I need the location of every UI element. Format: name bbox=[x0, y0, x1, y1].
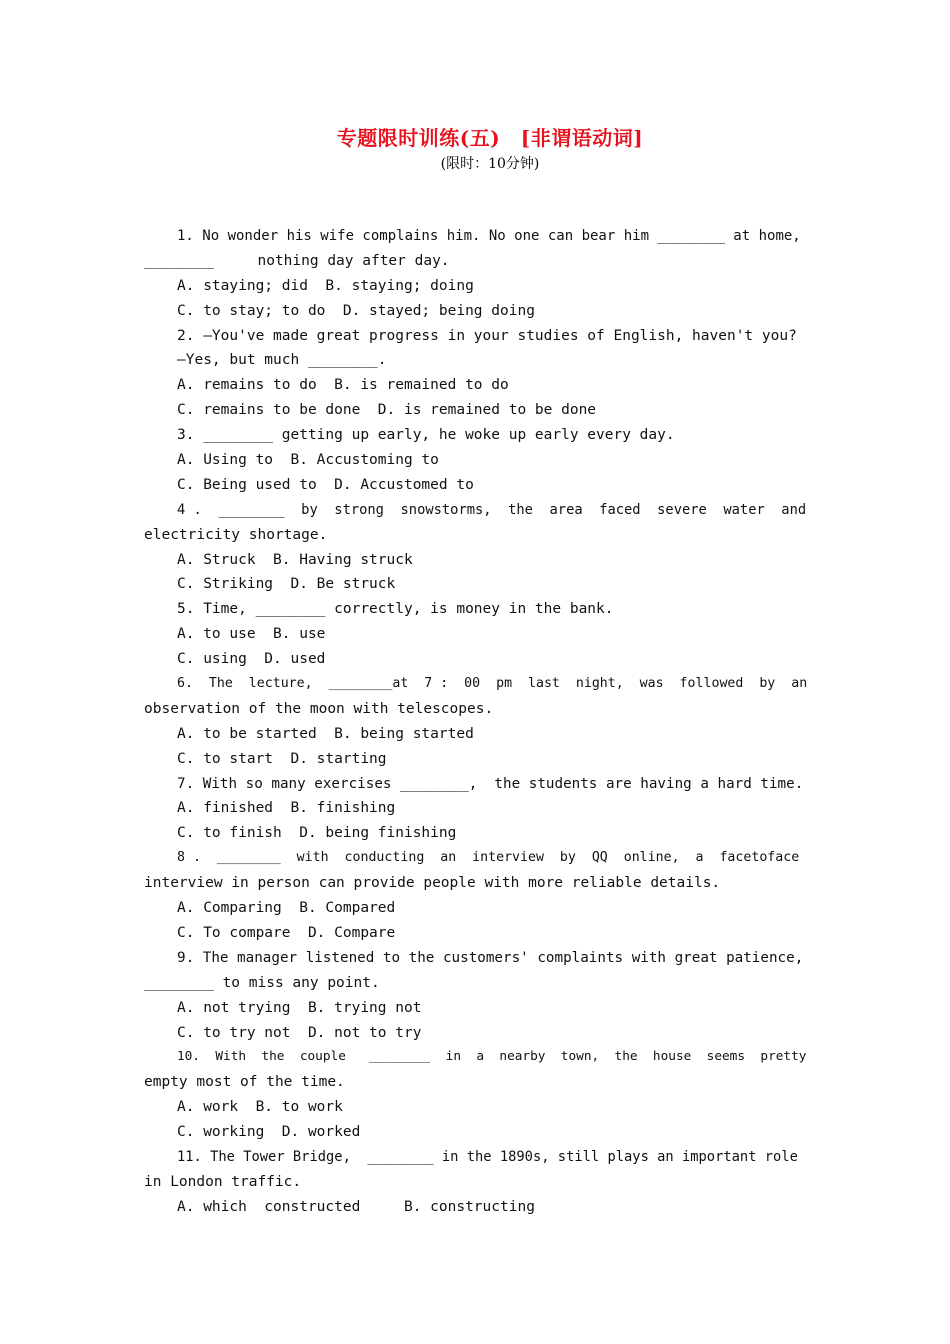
question-line: interview in person can provide people with more reliable details. bbox=[144, 875, 721, 892]
option-line: C. to try not D. not to try bbox=[177, 1024, 422, 1041]
question-line: ________ nothing day after day. bbox=[144, 252, 450, 269]
option-line: A. to use B. use bbox=[177, 626, 326, 643]
time-limit-subtitle: (限时：10分钟) bbox=[440, 156, 540, 172]
option-line: C. using D. used bbox=[177, 651, 326, 668]
question-line: 2. —You've made great progress in your studies of English, haven't you? bbox=[177, 327, 797, 344]
option-line: A. which constructed B. constructing bbox=[177, 1198, 535, 1215]
question-line: 1. No wonder his wife complains him. No one can bear him ________ at home, bbox=[177, 228, 801, 244]
option-line: A. Comparing B. Compared bbox=[177, 900, 396, 917]
option-line: A. staying; did B. staying; doing bbox=[177, 277, 474, 294]
question-line: 10. With the couple ________ in a nearby town, the house seems pretty bbox=[177, 1049, 807, 1065]
option-line: C. working D. worked bbox=[177, 1124, 361, 1141]
question-line: in London traffic. bbox=[144, 1173, 302, 1190]
exercise-body bbox=[144, 224, 806, 1220]
question-line: 3. ________ getting up early, he woke up early every day. bbox=[177, 427, 675, 444]
option-line: A. work B. to work bbox=[177, 1099, 343, 1116]
question-line: electricity shortage. bbox=[144, 526, 328, 543]
option-line: A. not trying B. trying not bbox=[177, 999, 422, 1016]
question-line: 11. The Tower Bridge, ________ in the 1890s, still plays an important role bbox=[177, 1148, 798, 1165]
option-line: A. Struck B. Having struck bbox=[177, 551, 413, 568]
option-line: A. Using to B. Accustoming to bbox=[177, 452, 439, 469]
question-line: empty most of the time. bbox=[144, 1074, 345, 1091]
question-line: 8 . ________ with conducting an interview by QQ online, a facetoface bbox=[177, 850, 800, 866]
option-line: C. to stay; to do D. stayed; being doing bbox=[177, 302, 535, 319]
option-line: C. to start D. starting bbox=[177, 750, 387, 767]
question-line: 9. The manager listened to the customers' complaints with great patience, bbox=[177, 949, 804, 966]
option-line: C. to finish D. being finishing bbox=[177, 825, 457, 842]
question-line: 5. Time, ________ correctly, is money in the bank. bbox=[177, 601, 614, 618]
option-line: C. To compare D. Compare bbox=[177, 924, 396, 941]
option-line: C. Being used to D. Accustomed to bbox=[177, 476, 474, 493]
option-line: C. Striking D. Be struck bbox=[177, 576, 396, 593]
question-line: —Yes, but much ________. bbox=[177, 352, 387, 369]
option-line: A. finished B. finishing bbox=[177, 800, 396, 817]
option-line: A. remains to do B. is remained to do bbox=[177, 377, 509, 394]
question-line: 6. The lecture, ________at 7 : 00 pm last night, was followed by an bbox=[177, 676, 808, 692]
page-title: 专题限时训练(五) [非谓语动词] bbox=[336, 126, 644, 150]
question-line: 7. With so many exercises ________, the students are having a hard time. bbox=[177, 775, 804, 792]
question-line: 4 . ________ by strong snowstorms, the area faced severe water and bbox=[177, 501, 807, 518]
question-line: observation of the moon with telescopes. bbox=[144, 700, 494, 717]
option-line: C. remains to be done D. is remained to be done bbox=[177, 402, 597, 419]
option-line: A. to be started B. being started bbox=[177, 725, 474, 742]
question-line: ________ to miss any point. bbox=[144, 974, 380, 991]
